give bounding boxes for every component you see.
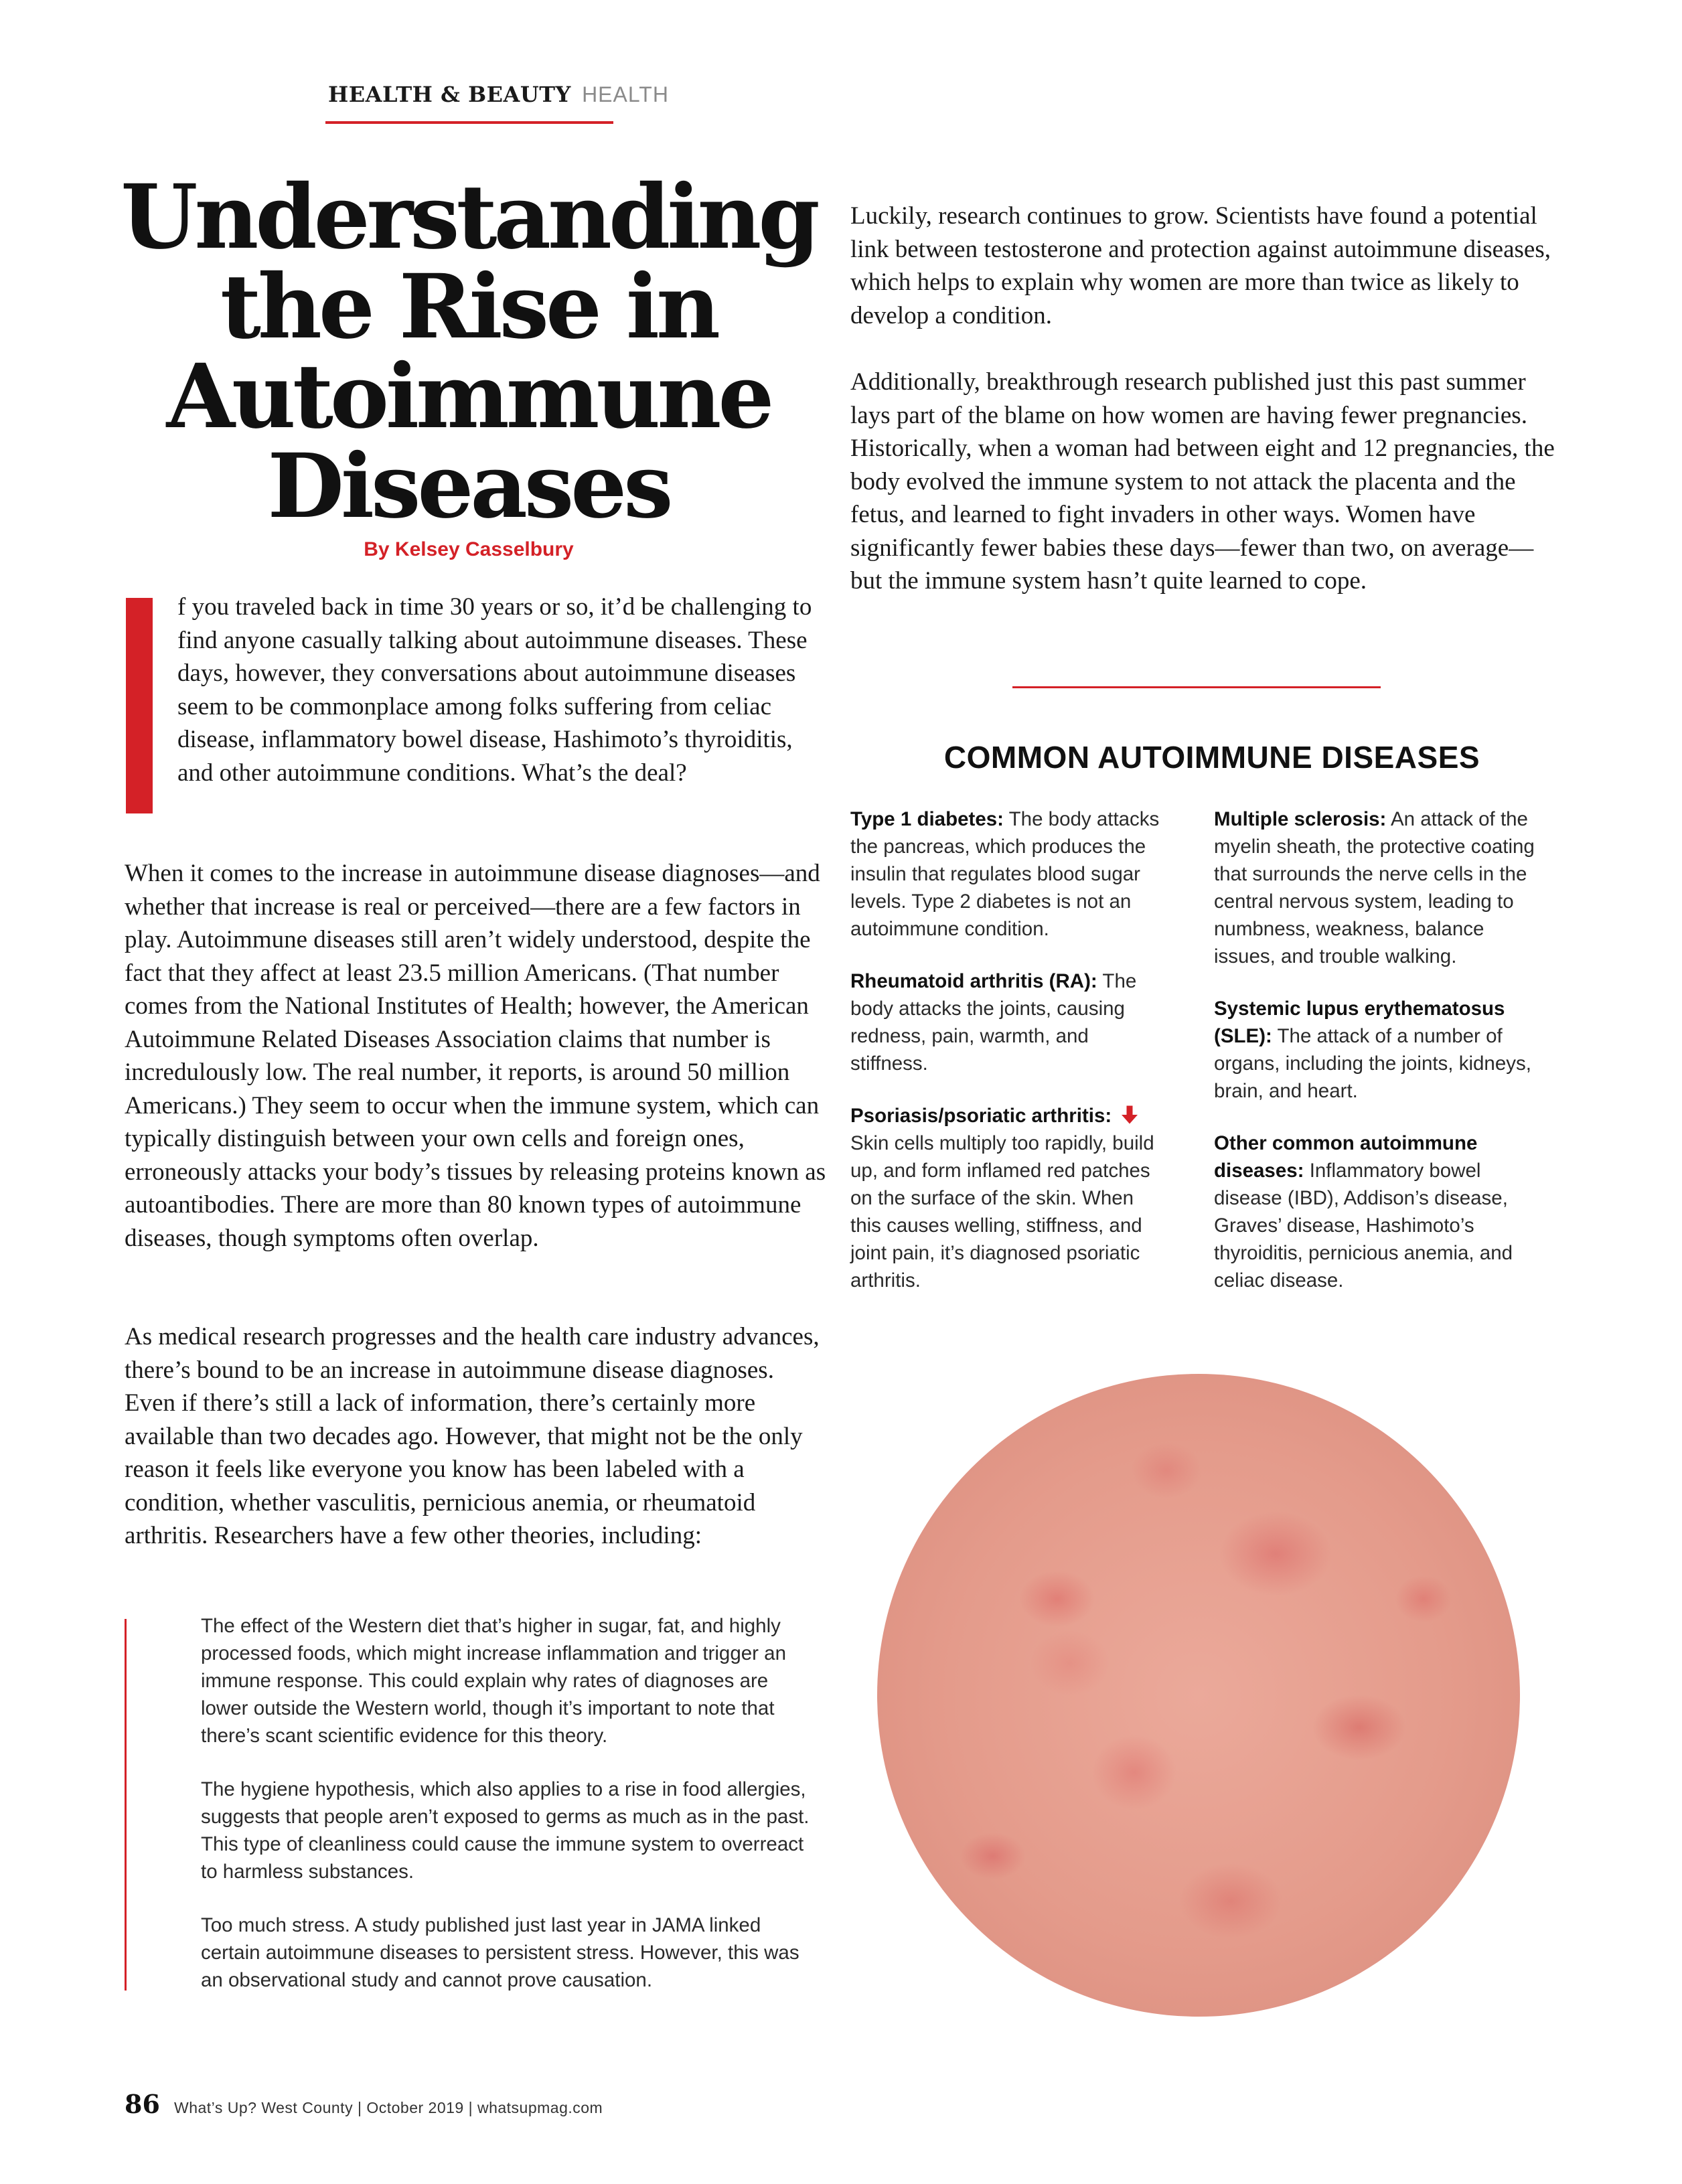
headline-line: the Rise in <box>220 255 718 359</box>
disease-entry <box>850 805 1165 943</box>
section-rule <box>325 121 613 124</box>
body-paragraph-pregnancies <box>850 366 1560 598</box>
disease-entry <box>1214 1129 1535 1294</box>
sidebar-title: COMMON AUTOIMMUNE DISEASES <box>943 740 1480 775</box>
body-paragraph-research <box>125 1320 828 1553</box>
skin-rash-photo <box>877 1374 1520 2017</box>
sidebar-column-left <box>850 805 1165 1319</box>
disease-entry <box>850 967 1165 1077</box>
theory-item: The hygiene hypothesis, which also applies to a rise in food allergies, suggests that people aren’t exposed to germs as much as in the past. This type of cleanliness could cause the immune system to overreact to harmless substances. <box>201 1778 810 1883</box>
disease-entry <box>1214 995 1535 1105</box>
page-number: 86 <box>125 2089 160 2119</box>
disease-description: Inflammatory bowel disease (IBD), Addison’s disease, Graves’ disease, Hashimoto’s thyroiditis, pernicious anemia, and celiac disease. <box>1214 1160 1513 1292</box>
paragraph-text: Luckily, research continues to grow. Scientists have found a potential link between testosterone and protection against autoimmune diseases, which helps to explain why women are more than twice as likely to develop a condition. <box>850 202 1551 329</box>
disease-term: Multiple sclerosis: <box>1214 808 1387 830</box>
disease-description: The attack of a number of organs, including the joints, kidneys, brain, and heart. <box>1214 1025 1531 1102</box>
body-paragraph-factors <box>125 857 828 1255</box>
disease-description: The body attacks the joints, causing redness, pain, warmth, and stiffness. <box>850 970 1137 1075</box>
disease-description: An attack of the myelin sheath, the protective coating that surrounds the nerve cells in the central nervous system, leading to numbness, weakness, balance issues, and trouble walking. <box>1214 808 1535 967</box>
disease-term: Rheumatoid arthritis (RA): <box>850 970 1097 992</box>
sidebar-column-right <box>1214 805 1535 1319</box>
drop-cap-bar <box>126 598 153 813</box>
headline-line: Understanding <box>121 165 817 269</box>
theories-rule <box>125 1619 127 1991</box>
footer-publication: What’s Up? West County | October 2019 | whatsupmag.com <box>173 2099 603 2116</box>
page-footer <box>125 2089 603 2119</box>
sidebar-rule <box>1012 686 1381 688</box>
theory-item: The effect of the Western diet that’s higher in sugar, fat, and highly processed foods, which might increase inflammation and trigger an immune response. This could explain why rates of diagnoses are lower outside the Western world, though it’s important to note that there’s scant scientific evidence for this theory. <box>201 1615 786 1747</box>
disease-description: Skin cells multiply too rapidly, build up, and form inflamed red patches on the surface of the skin. When this causes welling, stiffness, and joint pain, it’s diagnosed psoriatic arthritis. <box>850 1132 1154 1292</box>
section-tag <box>328 82 669 107</box>
disease-term: Psoriasis/psoriatic arthritis: <box>850 1105 1112 1127</box>
intro-paragraph <box>177 591 827 789</box>
headline-line: Autoimmune <box>166 345 771 449</box>
paragraph-text: When it comes to the increase in autoimmune disease diagnoses—and whether that increase is real or perceived—there are a few factors in play. Autoimmune diseases still aren’t widely understood, despite the fact that they affect at least 23.5 million Americans. (That number comes from the National Institutes of Health; however, the American Autoimmune Related Diseases Association claims that number is incredulously low. The real number, it reports, is around 50 million Americans.) They seem to occur when the immune system, which can typically distinguish between your own cells and foreign ones, erroneously attacks your body’s tissues by releasing proteins known as autoantibodies. There are more than 80 known types of autoimmune diseases, though symptoms often overlap. <box>125 860 826 1252</box>
intro-text: f you traveled back in time 30 years or so, it’d be challenging to find anyone casually talking about autoimmune diseases. These days, however, they conversations about autoimmune diseases seem to be commonplace among folks suffering from celiac disease, inflammatory bowel disease, Hashimoto’s thyroiditis, and other autoimmune conditions. What’s the deal? <box>177 593 812 787</box>
down-arrow-icon <box>1120 1105 1140 1125</box>
paragraph-text: Additionally, breakthrough research published just this past summer lays part of the blame on how women are having fewer pregnancies. Historically, when a woman had between eight and 12 pregnancies, the body evolved the immune system to not attack the placenta and the fetus, and learned to fight invaders in other ways. Women have significantly fewer babies these days—fewer than two, on average—but the immune system hasn’t quite learned to cope. <box>850 368 1555 595</box>
section-category: HEALTH & BEAUTY <box>328 82 571 107</box>
body-paragraph-testosterone <box>850 200 1560 332</box>
disease-entry <box>850 1102 1165 1294</box>
disease-entry <box>1214 805 1535 970</box>
byline: By Kelsey Casselbury <box>364 538 574 560</box>
headline <box>100 165 837 538</box>
headline-line: Diseases <box>267 435 670 538</box>
disease-term: Type 1 diabetes: <box>850 808 1004 830</box>
paragraph-text: As medical research progresses and the health care industry advances, there’s bound to be an increase in autoimmune disease diagnoses. Even if there’s still a lack of information, there’s certainly more available than two decades ago. However, that might not be the only reason it feels like everyone you know has been labeled with a condition, whether vasculitis, pernicious anemia, or rheumatoid arthritis. Researchers have a few other theories, including: <box>125 1323 820 1549</box>
disease-term: Other common autoimmune diseases: <box>1214 1132 1478 1182</box>
theories-list <box>201 1612 817 2020</box>
theory-item: Too much stress. A study published just last year in JAMA linked certain autoimmune diseases to persistent stress. However, this was an observational study and cannot prove causation. <box>201 1914 799 1991</box>
disease-description: The body attacks the pancreas, which produces the insulin that regulates blood sugar levels. Type 2 diabetes is not an autoimmune condition. <box>850 808 1160 940</box>
disease-term: Systemic lupus erythematosus (SLE): <box>1214 998 1505 1047</box>
section-subcategory: HEALTH <box>582 82 669 106</box>
